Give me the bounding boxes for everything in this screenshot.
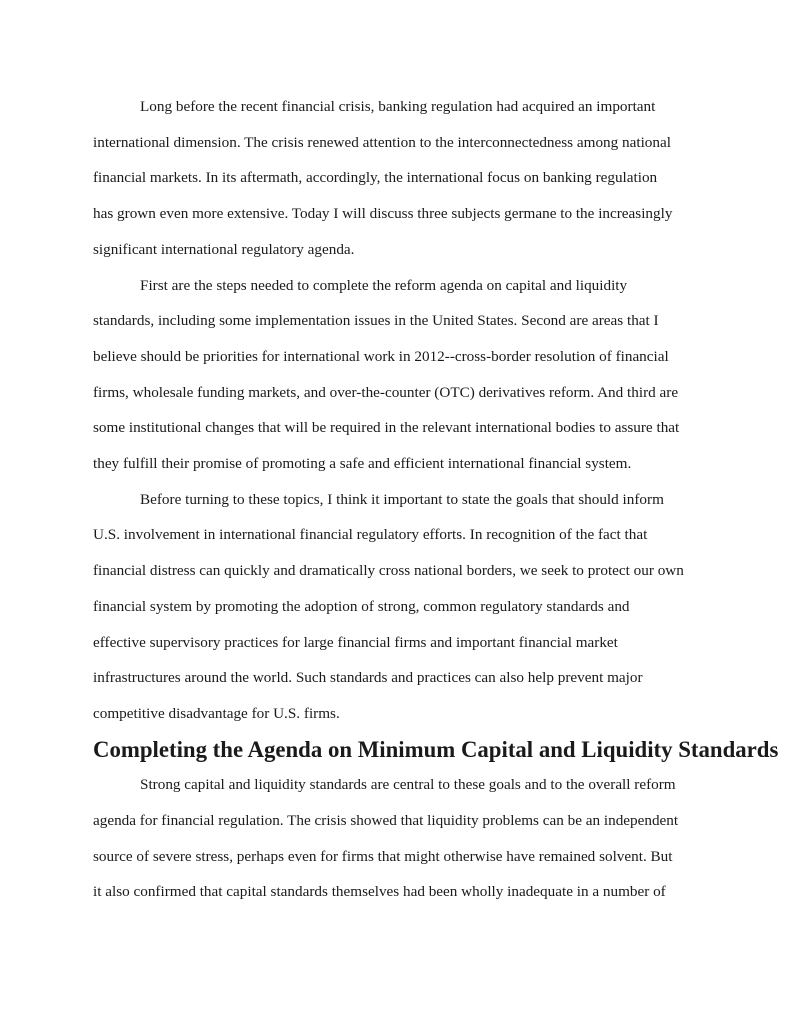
text-line: source of severe stress, perhaps even for firms that might otherwise have remained solvent. But [93, 847, 673, 865]
text-line: U.S. involvement in international financial regulatory efforts. In recognition of the fact that [93, 526, 648, 544]
text-line: Strong capital and liquidity standards are central to these goals and to the overall reform [140, 776, 676, 794]
paragraph-2 [93, 268, 703, 482]
text-line: financial system by promoting the adoption of strong, common regulatory standards and [93, 597, 630, 615]
paragraph-1 [93, 89, 703, 268]
text-line: financial distress can quickly and dramatically cross national borders, we seek to protect our own [93, 562, 684, 580]
text-line: believe should be priorities for international work in 2012--cross-border resolution of financial [93, 347, 669, 365]
text-line: First are the steps needed to complete the reform agenda on capital and liquidity [140, 276, 628, 294]
text-line: infrastructures around the world. Such standards and practices can also help prevent major [93, 669, 643, 687]
text-line: some institutional changes that will be required in the relevant international bodies to assure that [93, 419, 680, 437]
section-heading: Completing the Agenda on Minimum Capital and Liquidity Standards [93, 736, 779, 762]
document-body [93, 89, 779, 910]
paragraph-3 [93, 482, 703, 732]
text-line: standards, including some implementation issues in the United States. Second are areas that I [93, 312, 659, 330]
text-line: has grown even more extensive. Today I will discuss three subjects germane to the increasingly [93, 205, 673, 223]
text-line: financial markets. In its aftermath, accordingly, the international focus on banking regulation [93, 169, 658, 187]
text-line: it also confirmed that capital standards themselves had been wholly inadequate in a number of [93, 883, 666, 901]
text-line: competitive disadvantage for U.S. firms. [93, 704, 340, 722]
text-line: Long before the recent financial crisis, banking regulation had acquired an important [140, 98, 656, 115]
text-line: effective supervisory practices for large financial firms and important financial market [93, 633, 618, 651]
text-line: significant international regulatory agenda. [93, 240, 355, 258]
text-line: agenda for financial regulation. The crisis showed that liquidity problems can be an independent [93, 812, 679, 830]
text-line: they fulfill their promise of promoting a safe and efficient international financial system. [93, 455, 632, 473]
text-line: Before turning to these topics, I think it important to state the goals that should inform [140, 490, 664, 508]
text-line: firms, wholesale funding markets, and over-the-counter (OTC) derivatives reform. And third are [93, 383, 679, 401]
text-line: international dimension. The crisis renewed attention to the interconnectedness among national [93, 133, 671, 151]
paragraph-4 [93, 767, 703, 910]
